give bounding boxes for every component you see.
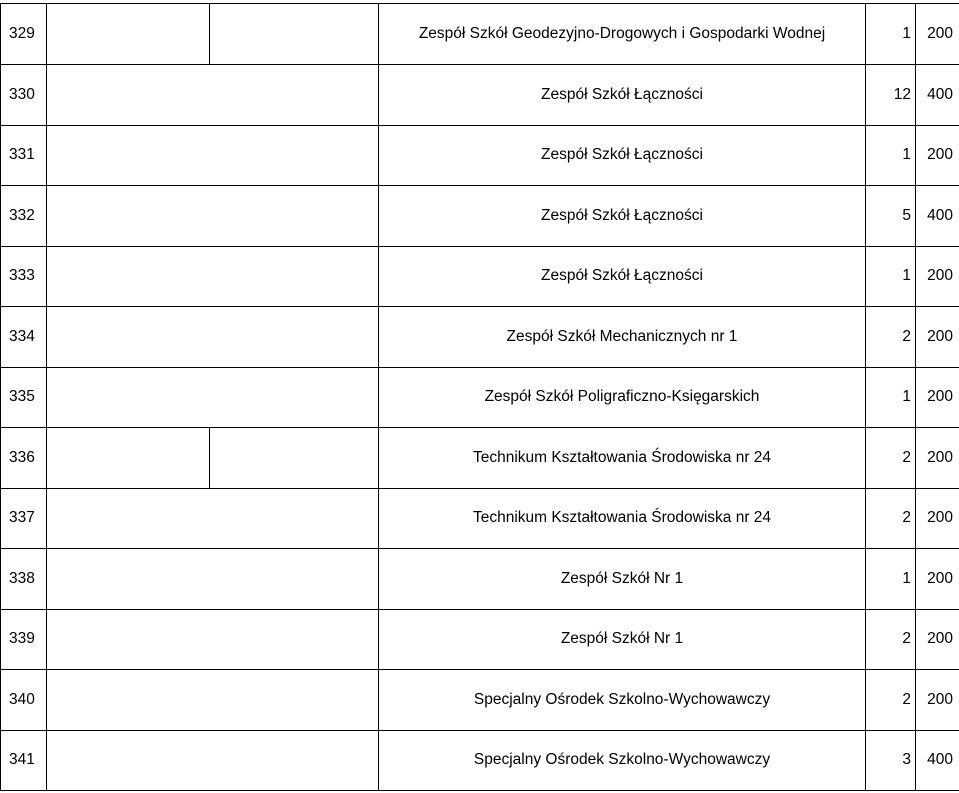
empty-cell-merged <box>47 609 379 670</box>
count-cell: 3 <box>866 730 916 791</box>
empty-cell-merged <box>47 246 379 307</box>
row-number-cell: 334 <box>1 307 47 368</box>
school-name-cell: Zespół Szkół Łączności <box>379 125 866 186</box>
count-cell: 2 <box>866 609 916 670</box>
table-row <box>1 549 959 610</box>
school-name-cell: Specjalny Ośrodek Szkolno-Wychowawczy <box>379 670 866 731</box>
empty-cell-merged <box>47 488 379 549</box>
value-cell: 400 <box>916 730 959 791</box>
empty-cell-merged <box>47 367 379 428</box>
count-cell: 1 <box>866 246 916 307</box>
schools-table-container <box>0 3 957 791</box>
empty-cell-a <box>47 4 210 65</box>
count-cell: 1 <box>866 367 916 428</box>
empty-cell-merged <box>47 549 379 610</box>
table-row <box>1 125 959 186</box>
value-cell: 400 <box>916 65 959 126</box>
value-cell: 200 <box>916 246 959 307</box>
value-cell: 400 <box>916 186 959 247</box>
row-number-cell: 335 <box>1 367 47 428</box>
empty-cell-merged <box>47 65 379 126</box>
value-cell: 200 <box>916 125 959 186</box>
row-number-cell: 336 <box>1 428 47 489</box>
table-row <box>1 4 959 65</box>
table-row <box>1 307 959 368</box>
value-cell: 200 <box>916 4 959 65</box>
value-cell: 200 <box>916 549 959 610</box>
table-row <box>1 488 959 549</box>
empty-cell-b <box>210 4 379 65</box>
value-cell: 200 <box>916 670 959 731</box>
school-name-cell: Zespół Szkół Poligraficzno-Księgarskich <box>379 367 866 428</box>
count-cell: 12 <box>866 65 916 126</box>
school-name-cell: Technikum Kształtowania Środowiska nr 24 <box>379 428 866 489</box>
table-row <box>1 428 959 489</box>
row-number-cell: 341 <box>1 730 47 791</box>
school-name-cell: Specjalny Ośrodek Szkolno-Wychowawczy <box>379 730 866 791</box>
table-row <box>1 670 959 731</box>
school-name-cell: Zespół Szkół Geodezyjno-Drogowych i Gospodarki Wodnej <box>379 4 866 65</box>
row-number-cell: 337 <box>1 488 47 549</box>
school-name-cell: Zespół Szkół Łączności <box>379 65 866 126</box>
row-number-cell: 339 <box>1 609 47 670</box>
empty-cell-b <box>210 428 379 489</box>
table-row <box>1 65 959 126</box>
table-row <box>1 246 959 307</box>
empty-cell-merged <box>47 730 379 791</box>
count-cell: 2 <box>866 428 916 489</box>
school-name-cell: Zespół Szkół Łączności <box>379 246 866 307</box>
school-name-cell: Technikum Kształtowania Środowiska nr 24 <box>379 488 866 549</box>
count-cell: 1 <box>866 549 916 610</box>
schools-table-body <box>1 4 959 791</box>
value-cell: 200 <box>916 488 959 549</box>
row-number-cell: 332 <box>1 186 47 247</box>
count-cell: 2 <box>866 670 916 731</box>
count-cell: 2 <box>866 307 916 368</box>
value-cell: 200 <box>916 307 959 368</box>
table-row <box>1 609 959 670</box>
count-cell: 1 <box>866 4 916 65</box>
empty-cell-merged <box>47 670 379 731</box>
empty-cell-merged <box>47 307 379 368</box>
row-number-cell: 330 <box>1 65 47 126</box>
count-cell: 5 <box>866 186 916 247</box>
value-cell: 200 <box>916 428 959 489</box>
empty-cell-merged <box>47 186 379 247</box>
empty-cell-a <box>47 428 210 489</box>
schools-table <box>0 3 959 791</box>
school-name-cell: Zespół Szkół Mechanicznych nr 1 <box>379 307 866 368</box>
row-number-cell: 329 <box>1 4 47 65</box>
table-row <box>1 186 959 247</box>
count-cell: 2 <box>866 488 916 549</box>
row-number-cell: 338 <box>1 549 47 610</box>
row-number-cell: 331 <box>1 125 47 186</box>
school-name-cell: Zespół Szkół Łączności <box>379 186 866 247</box>
value-cell: 200 <box>916 367 959 428</box>
count-cell: 1 <box>866 125 916 186</box>
value-cell: 200 <box>916 609 959 670</box>
row-number-cell: 340 <box>1 670 47 731</box>
row-number-cell: 333 <box>1 246 47 307</box>
school-name-cell: Zespół Szkół Nr 1 <box>379 549 866 610</box>
empty-cell-merged <box>47 125 379 186</box>
school-name-cell: Zespół Szkół Nr 1 <box>379 609 866 670</box>
table-row <box>1 367 959 428</box>
table-row <box>1 730 959 791</box>
